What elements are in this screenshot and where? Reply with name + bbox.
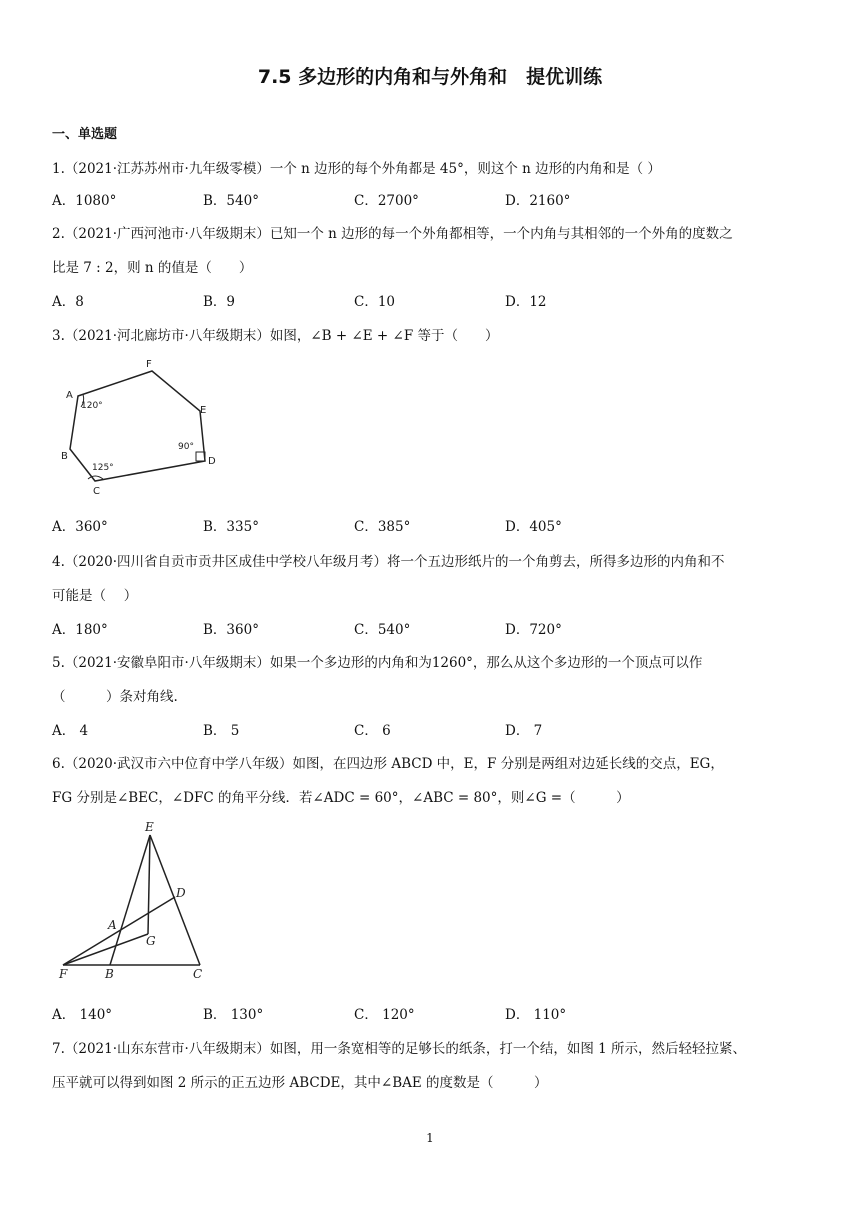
question-7-line-2: 压平就可以得到如图 2 所示的正五边形 ABCDE，其中∠BAE 的度数是（ ） <box>52 1075 548 1091</box>
question-6-line-2: FG 分别是∠BEC，∠DFC 的角平分线．若∠ADC = 60°，∠ABC = 80°，则∠G =（ ） <box>52 790 630 806</box>
q3-label-d: D <box>208 456 216 467</box>
page-title: 7.5 多边形的内角和与外角和 提优训练 <box>257 66 603 88</box>
q2-option-b: B．9 <box>203 294 236 310</box>
q5-option-a: A． 4 <box>52 723 89 739</box>
page-number: 1 <box>426 1131 434 1145</box>
q3-label-f: F <box>146 359 152 370</box>
question-2-line-1: 2.（2021·广西河池市·八年级期末）已知一个 n 边形的每一个外角都相等，一个内角与其相邻的一个外角的度数之 <box>52 226 733 242</box>
q6-label-b: B <box>105 967 114 980</box>
q3-angle-90: 90° <box>178 442 194 452</box>
q6-option-b: B． 130° <box>203 1007 264 1023</box>
q6-label-a: A <box>108 918 117 932</box>
q6-label-c: C <box>193 967 203 980</box>
question-1-text: 1.（2021·江苏苏州市·九年级零模）一个 n 边形的每个外角都是 45°，则这个 n 边形的内角和是（ ） <box>52 161 661 177</box>
section-heading: 一、单选题 <box>52 127 118 142</box>
question-3-text: 3.（2021·河北廊坊市·八年级期末）如图，∠B + ∠E + ∠F 等于（ ） <box>52 328 499 344</box>
q3-hexagon-figure <box>55 355 225 500</box>
q3-option-d: D．405° <box>505 519 562 535</box>
question-4-line-1: 4.（2020·四川省自贡市贡井区成佳中学校八年级月考）将一个五边形纸片的一个角剪去，所得多边形的内角和不 <box>52 554 725 570</box>
q3-label-a: A <box>66 390 73 401</box>
q2-option-a: A．8 <box>52 294 84 310</box>
q3-option-a: A．360° <box>52 519 108 535</box>
q6-label-e: E <box>145 820 154 834</box>
question-4-line-2: 可能是（ ） <box>52 588 138 604</box>
question-5-line-1: 5.（2021·安徽阜阳市·八年级期末）如果一个多边形的内角和为1260°，那么从这个多边形的一个顶点可以作 <box>52 655 703 671</box>
q3-label-b: B <box>61 451 68 462</box>
q3-angle-125: 125° <box>92 463 114 473</box>
q3-angle-120: 120° <box>81 401 103 411</box>
q2-option-c: C．10 <box>354 294 396 310</box>
q4-option-d: D．720° <box>505 622 562 638</box>
question-7-line-1: 7.（2021·山东东营市·八年级期末）如图，用一条宽相等的足够长的纸条，打一个结，如图 1 所示，然后轻轻拉紧、 <box>52 1041 746 1057</box>
q6-option-d: D． 110° <box>505 1007 567 1023</box>
q1-option-d: D．2160° <box>505 193 571 209</box>
q6-label-d: D <box>176 886 186 900</box>
q4-option-c: C．540° <box>354 622 411 638</box>
q5-option-c: C． 6 <box>354 723 391 739</box>
q1-option-c: C．2700° <box>354 193 419 209</box>
q6-option-c: C． 120° <box>354 1007 415 1023</box>
q5-option-b: B． 5 <box>203 723 240 739</box>
q3-option-b: B．335° <box>203 519 259 535</box>
q3-option-c: C．385° <box>354 519 411 535</box>
q6-quadrilateral-figure <box>55 815 215 980</box>
q3-label-e: E <box>200 405 207 416</box>
q4-option-a: A．180° <box>52 622 108 638</box>
q3-label-c: C <box>93 486 100 497</box>
q5-option-d: D． 7 <box>505 723 543 739</box>
q1-option-a: A．1080° <box>52 193 117 209</box>
q4-option-b: B．360° <box>203 622 259 638</box>
q6-label-f: F <box>59 967 68 980</box>
q1-option-b: B．540° <box>203 193 259 209</box>
question-6-line-1: 6.（2020·武汉市六中位育中学八年级）如图，在四边形 ABCD 中，E，F 分别是两组对边延长线的交点，EG， <box>52 756 724 772</box>
q6-label-g: G <box>146 934 156 948</box>
question-2-line-2: 比是 7 : 2，则 n 的值是（ ） <box>52 260 253 276</box>
q6-option-a: A． 140° <box>52 1007 113 1023</box>
q2-option-d: D．12 <box>505 294 547 310</box>
question-5-line-2: （ ）条对角线. <box>52 689 178 705</box>
